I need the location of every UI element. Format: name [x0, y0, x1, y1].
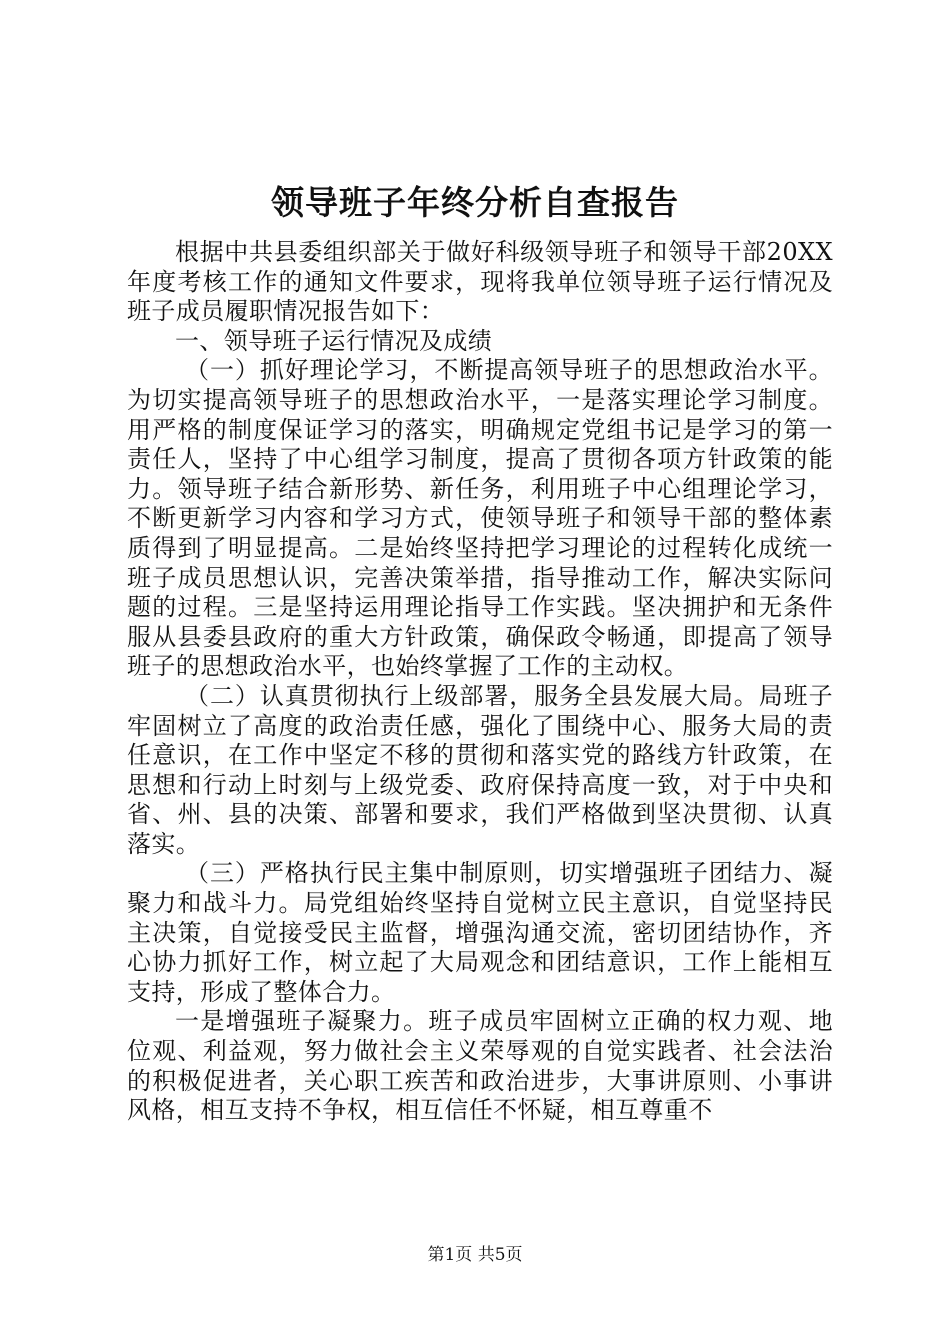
intro-paragraph: 根据中共县委组织部关于做好科级领导班子和领导干部20XX年度考核工作的通知文件要求，现将我单位领导班子运行情况及班子成员履职情况报告如下：	[127, 238, 833, 326]
paragraph-item-1: （一）抓好理论学习，不断提高领导班子的思想政治水平。为切实提高领导班子的思想政治水平，一是落实理论学习制度。用严格的制度保证学习的落实，明确规定党组书记是学习的第一责任人，坚持了中心组学习制度，提高了贯彻各项方针政策的能力。领导班子结合新形势、新任务，利用班子中心组理论学习，不断更新学习内容和学习方式，使领导班子和领导干部的整体素质得到了明显提高。二是始终坚持把学习理论的过程转化成统一班子成员思想认识，完善决策举措，指导推动工作，解决实际问题的过程。三是坚持运用理论指导工作实践。坚决拥护和无条件服从县委县政府的重大方针政策，确保政令畅通，即提高了领导班子的思想政治水平，也始终掌握了工作的主动权。	[127, 356, 833, 681]
document-title: 领导班子年终分析自查报告	[271, 183, 679, 222]
paragraph-item-3: （三）严格执行民主集中制原则，切实增强班子团结力、凝聚力和战斗力。局党组始终坚持自觉树立民主意识，自觉坚持民主决策，自觉接受民主监督，增强沟通交流，密切团结协作，齐心协力抓好工作，树立起了大局观念和团结意识，工作上能相互支持，形成了整体合力。	[127, 859, 833, 1006]
page-footer: 第1页 共5页	[427, 1245, 523, 1265]
paragraph-item-2: （二）认真贯彻执行上级部署，服务全县发展大局。局班子牢固树立了高度的政治责任感，强化了围绕中心、服务大局的责任意识，在工作中坚定不移的贯彻和落实党的路线方针政策，在思想和行动上时刻与上级党委、政府保持高度一致，对于中央和省、州、县的决策、部署和要求，我们严格做到坚决贯彻、认真落实。	[127, 681, 833, 858]
section-heading: 一、领导班子运行情况及成绩	[175, 326, 493, 355]
paragraph-cohesion: 一是增强班子凝聚力。班子成员牢固树立正确的权力观、地位观、利益观，努力做社会主义荣辱观的自觉实践者、社会法治的积极促进者，关心职工疾苦和政治进步，大事讲原则、小事讲风格，相互支持不争权，相互信任不怀疑，相互尊重不	[127, 1007, 833, 1125]
document-body	[127, 238, 833, 1126]
